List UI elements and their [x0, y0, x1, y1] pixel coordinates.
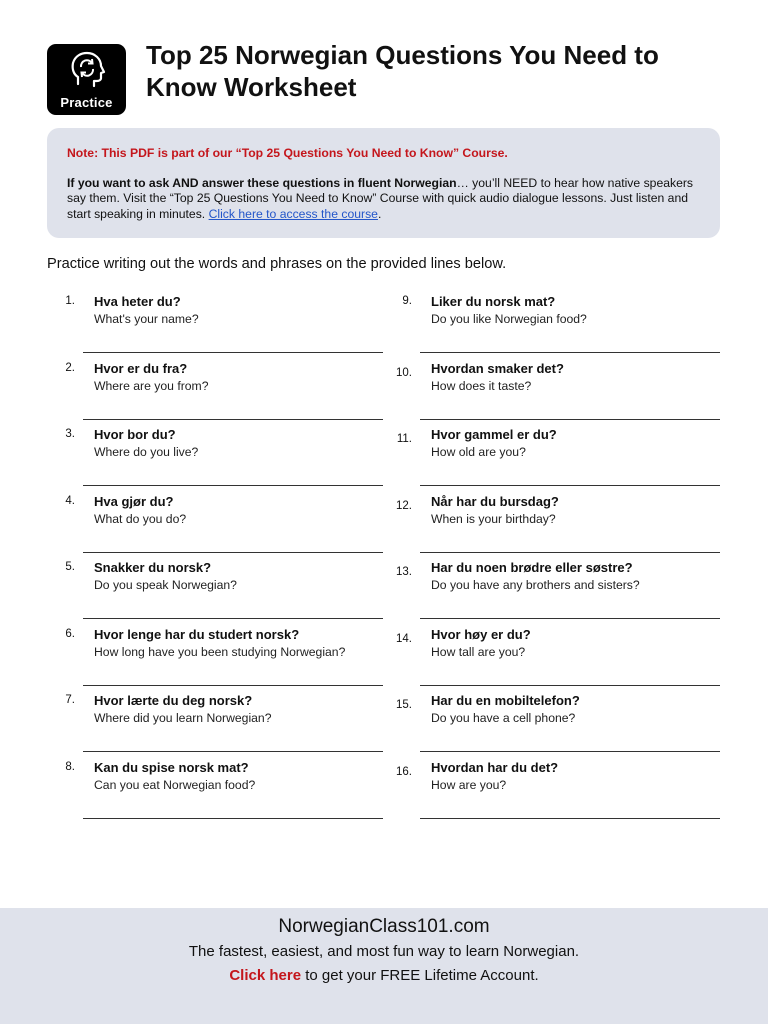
question-norwegian: Snakker du norsk? [94, 560, 212, 575]
writing-line[interactable] [83, 552, 383, 553]
question-number: 6. [65, 627, 75, 640]
question-norwegian: Har du en mobiltelefon? [431, 693, 580, 708]
writing-line[interactable] [83, 352, 383, 353]
question-number: 3. [65, 428, 75, 440]
question-number: 10. [396, 366, 412, 379]
writing-line[interactable] [420, 352, 720, 353]
question-number: 12. [396, 499, 412, 512]
question-norwegian: Hvor er du fra? [94, 360, 188, 376]
question-item [47, 758, 347, 825]
question-item [384, 625, 684, 692]
writing-line[interactable] [420, 419, 720, 420]
question-number: 13. [396, 566, 412, 578]
question-translation: How long have you been studying Norwegian? [94, 644, 346, 659]
question-translation: Do you like Norwegian food? [431, 312, 587, 326]
question-norwegian: Hva heter du? [94, 294, 181, 309]
instructions: Practice writing out the words and phrases on the provided lines below. [47, 256, 507, 272]
writing-line[interactable] [83, 485, 383, 486]
writing-line[interactable] [420, 818, 720, 819]
writing-line[interactable] [83, 685, 383, 686]
question-item [47, 292, 347, 359]
question-number: 5. [65, 561, 75, 573]
question-translation: How tall are you? [431, 644, 526, 659]
course-note-box [47, 128, 720, 238]
question-translation: Do you have a cell phone? [431, 711, 576, 725]
question-number: 2. [65, 361, 75, 374]
question-norwegian: Hvor bor du? [94, 427, 176, 442]
signup-link[interactable]: Click here [229, 967, 302, 984]
note-body [67, 176, 700, 223]
question-item [47, 558, 347, 625]
writing-line[interactable] [83, 818, 383, 819]
footer-tagline: The fastest, easiest, and most fun way to learn Norwegian. [188, 943, 580, 960]
question-norwegian: Hvordan smaker det? [431, 360, 564, 376]
writing-line[interactable] [420, 751, 720, 752]
question-item [47, 359, 347, 426]
question-translation: What's your name? [94, 312, 199, 326]
question-translation: When is your birthday? [431, 511, 556, 526]
question-translation: Where do you live? [94, 445, 199, 459]
footer-cta [0, 967, 768, 984]
question-item [384, 292, 684, 359]
question-number: 14. [396, 632, 412, 645]
footer-cta-text: to get your FREE Lifetime Account. [301, 967, 539, 984]
question-number: 7. [65, 694, 75, 706]
question-item [384, 492, 684, 559]
questions-right-column [384, 292, 684, 824]
question-translation: Where are you from? [94, 378, 209, 393]
footer-site-name: NorwegianClass101.com [278, 916, 490, 937]
question-item [47, 492, 347, 559]
note-after-link: . [377, 206, 382, 221]
question-norwegian: Kan du spise norsk mat? [94, 759, 249, 775]
question-norwegian: Hvordan har du det? [431, 759, 559, 775]
question-number: 15. [396, 699, 412, 711]
question-item [384, 425, 684, 492]
page-title: Top 25 Norwegian Questions You Need to Know Worksheet [146, 40, 659, 102]
question-number: 16. [396, 765, 412, 778]
question-norwegian: Hva gjør du? [94, 493, 174, 509]
writing-line[interactable] [83, 419, 383, 420]
question-item [47, 425, 347, 492]
question-number: 4. [65, 494, 75, 507]
question-item [384, 758, 684, 825]
question-translation: How does it taste? [431, 378, 532, 393]
question-norwegian: Har du noen brødre eller søstre? [431, 560, 633, 575]
question-number: 9. [402, 295, 412, 307]
question-translation: Do you have any brothers and sisters? [431, 578, 640, 592]
question-item [47, 625, 347, 692]
question-translation: How old are you? [431, 445, 526, 459]
writing-line[interactable] [420, 685, 720, 686]
question-norwegian: Hvor høy er du? [431, 626, 531, 642]
note-headline: Note: This PDF is part of our “Top 25 Questions You Need to Know” Course. [67, 146, 508, 160]
question-translation: How are you? [431, 777, 507, 792]
writing-line[interactable] [420, 618, 720, 619]
practice-logo [47, 44, 126, 115]
questions-left-column [47, 292, 347, 824]
question-number: 1. [65, 295, 75, 307]
question-norwegian: Hvor lenge har du studert norsk? [94, 626, 300, 642]
note-bold-intro: If you want to ask AND answer these questions in fluent Norwegian [67, 175, 457, 190]
head-refresh-icon [68, 50, 106, 90]
question-number: 11. [396, 433, 412, 445]
logo-label: Practice [60, 95, 113, 110]
question-item [384, 691, 684, 758]
writing-line[interactable] [420, 485, 720, 486]
note-body-text: … you’ll NEED to hear how native speakers say them. Visit the “Top 25 Questions You Need to Know” Course with quick audio dialogue lessons. Just listen and start speaking in minutes. [67, 175, 694, 221]
question-norwegian: Når har du bursdag? [431, 493, 559, 509]
writing-line[interactable] [83, 751, 383, 752]
question-item [384, 359, 684, 426]
question-translation: Where did you learn Norwegian? [94, 711, 272, 725]
question-norwegian: Hvor lærte du deg norsk? [94, 693, 253, 708]
question-item [47, 691, 347, 758]
access-course-link[interactable]: Click here to access the course [208, 206, 378, 221]
question-translation: What do you do? [94, 511, 187, 526]
question-translation: Can you eat Norwegian food? [94, 777, 256, 792]
question-item [384, 558, 684, 625]
writing-line[interactable] [83, 618, 383, 619]
writing-line[interactable] [420, 552, 720, 553]
question-norwegian: Liker du norsk mat? [431, 294, 556, 309]
footer-banner [0, 908, 768, 1024]
question-translation: Do you speak Norwegian? [94, 578, 237, 592]
question-norwegian: Hvor gammel er du? [431, 427, 557, 442]
question-number: 8. [65, 760, 75, 773]
